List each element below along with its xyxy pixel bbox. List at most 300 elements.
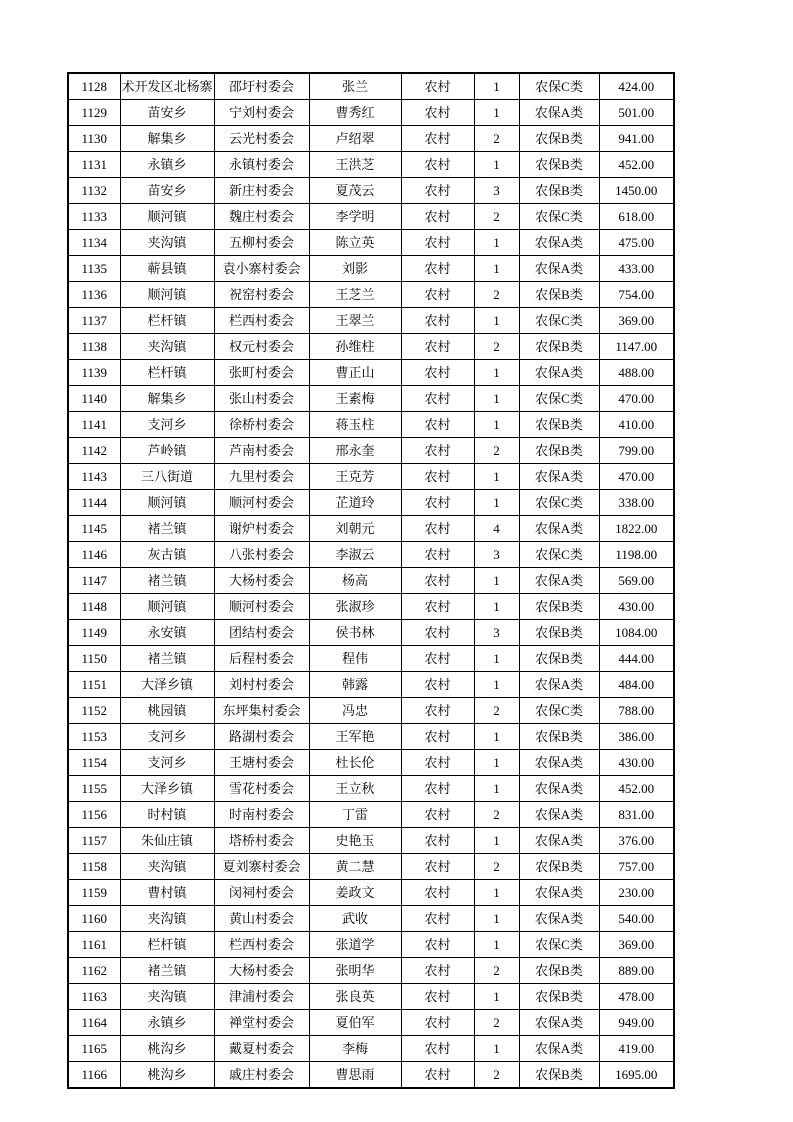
cell-person-name: 卢绍翠 [309, 126, 401, 152]
cell-residence-type: 农村 [401, 1010, 474, 1036]
cell-amount: 754.00 [599, 282, 674, 308]
cell-count: 2 [474, 334, 519, 360]
cell-residence-type: 农村 [401, 256, 474, 282]
cell-person-name: 王军艳 [309, 724, 401, 750]
cell-count: 2 [474, 698, 519, 724]
table-row [68, 776, 674, 802]
cell-row-id: 1166 [68, 1062, 120, 1089]
cell-count: 1 [474, 594, 519, 620]
cell-residence-type: 农村 [401, 620, 474, 646]
cell-township: 褚兰镇 [120, 646, 214, 672]
cell-row-id: 1151 [68, 672, 120, 698]
cell-township: 顺河镇 [120, 490, 214, 516]
cell-person-name: 韩露 [309, 672, 401, 698]
cell-insurance-category: 农保C类 [519, 542, 599, 568]
cell-count: 1 [474, 776, 519, 802]
table-row [68, 672, 674, 698]
cell-amount: 433.00 [599, 256, 674, 282]
cell-residence-type: 农村 [401, 1062, 474, 1089]
table-row [68, 802, 674, 828]
cell-insurance-category: 农保B类 [519, 646, 599, 672]
cell-row-id: 1160 [68, 906, 120, 932]
cell-person-name: 李学明 [309, 204, 401, 230]
cell-village-committee: 祝窑村委会 [214, 282, 309, 308]
cell-insurance-category: 农保A类 [519, 568, 599, 594]
table-row [68, 178, 674, 204]
cell-count: 2 [474, 282, 519, 308]
cell-insurance-category: 农保C类 [519, 490, 599, 516]
cell-residence-type: 农村 [401, 932, 474, 958]
cell-insurance-category: 农保A类 [519, 464, 599, 490]
cell-residence-type: 农村 [401, 828, 474, 854]
cell-residence-type: 农村 [401, 308, 474, 334]
cell-insurance-category: 农保B类 [519, 152, 599, 178]
table-row [68, 1062, 674, 1089]
cell-person-name: 张淑珍 [309, 594, 401, 620]
cell-residence-type: 农村 [401, 594, 474, 620]
cell-residence-type: 农村 [401, 568, 474, 594]
cell-row-id: 1164 [68, 1010, 120, 1036]
table-row [68, 854, 674, 880]
cell-row-id: 1152 [68, 698, 120, 724]
cell-insurance-category: 农保B类 [519, 178, 599, 204]
cell-residence-type: 农村 [401, 854, 474, 880]
cell-count: 1 [474, 490, 519, 516]
insurance-roster-table [67, 72, 675, 1089]
cell-amount: 376.00 [599, 828, 674, 854]
cell-row-id: 1146 [68, 542, 120, 568]
cell-amount: 501.00 [599, 100, 674, 126]
cell-amount: 430.00 [599, 594, 674, 620]
cell-township: 顺河镇 [120, 594, 214, 620]
cell-count: 3 [474, 542, 519, 568]
cell-township: 永镇乡 [120, 152, 214, 178]
cell-count: 2 [474, 1062, 519, 1089]
cell-row-id: 1129 [68, 100, 120, 126]
cell-village-committee: 芦南村委会 [214, 438, 309, 464]
cell-residence-type: 农村 [401, 646, 474, 672]
cell-village-committee: 云光村委会 [214, 126, 309, 152]
cell-township: 栏杆镇 [120, 932, 214, 958]
table-row [68, 282, 674, 308]
table-row [68, 516, 674, 542]
cell-insurance-category: 农保C类 [519, 204, 599, 230]
cell-row-id: 1143 [68, 464, 120, 490]
cell-residence-type: 农村 [401, 152, 474, 178]
cell-row-id: 1130 [68, 126, 120, 152]
cell-count: 1 [474, 984, 519, 1010]
cell-village-committee: 八张村委会 [214, 542, 309, 568]
cell-residence-type: 农村 [401, 958, 474, 984]
cell-person-name: 夏茂云 [309, 178, 401, 204]
cell-amount: 569.00 [599, 568, 674, 594]
cell-residence-type: 农村 [401, 230, 474, 256]
cell-township: 灰古镇 [120, 542, 214, 568]
cell-village-committee: 宁刘村委会 [214, 100, 309, 126]
cell-count: 3 [474, 178, 519, 204]
cell-count: 1 [474, 750, 519, 776]
cell-village-committee: 塔桥村委会 [214, 828, 309, 854]
cell-count: 1 [474, 646, 519, 672]
cell-residence-type: 农村 [401, 906, 474, 932]
cell-row-id: 1140 [68, 386, 120, 412]
cell-village-committee: 魏庄村委会 [214, 204, 309, 230]
cell-count: 1 [474, 73, 519, 100]
cell-township: 顺河镇 [120, 282, 214, 308]
cell-amount: 452.00 [599, 776, 674, 802]
table-row [68, 386, 674, 412]
cell-person-name: 邢永奎 [309, 438, 401, 464]
cell-amount: 470.00 [599, 464, 674, 490]
cell-count: 1 [474, 100, 519, 126]
cell-village-committee: 东坪集村委会 [214, 698, 309, 724]
cell-amount: 369.00 [599, 308, 674, 334]
cell-residence-type: 农村 [401, 880, 474, 906]
cell-amount: 1147.00 [599, 334, 674, 360]
table-row [68, 152, 674, 178]
cell-township: 大泽乡镇 [120, 776, 214, 802]
cell-village-committee: 邵圩村委会 [214, 73, 309, 100]
cell-village-committee: 戚庄村委会 [214, 1062, 309, 1089]
cell-township: 顺河镇 [120, 204, 214, 230]
cell-amount: 338.00 [599, 490, 674, 516]
table-row [68, 646, 674, 672]
cell-township: 永安镇 [120, 620, 214, 646]
cell-township: 解集乡 [120, 386, 214, 412]
cell-amount: 1822.00 [599, 516, 674, 542]
cell-amount: 949.00 [599, 1010, 674, 1036]
cell-insurance-category: 农保B类 [519, 1062, 599, 1089]
cell-insurance-category: 农保A类 [519, 516, 599, 542]
table-row [68, 1036, 674, 1062]
cell-township: 蕲县镇 [120, 256, 214, 282]
cell-person-name: 曹秀红 [309, 100, 401, 126]
cell-village-committee: 王塘村委会 [214, 750, 309, 776]
cell-village-committee: 闵祠村委会 [214, 880, 309, 906]
cell-person-name: 王芝兰 [309, 282, 401, 308]
cell-amount: 788.00 [599, 698, 674, 724]
cell-person-name: 王素梅 [309, 386, 401, 412]
cell-count: 2 [474, 802, 519, 828]
cell-village-committee: 黄山村委会 [214, 906, 309, 932]
cell-row-id: 1155 [68, 776, 120, 802]
cell-row-id: 1138 [68, 334, 120, 360]
table-row [68, 334, 674, 360]
table-row [68, 100, 674, 126]
cell-person-name: 刘朝元 [309, 516, 401, 542]
cell-residence-type: 农村 [401, 412, 474, 438]
cell-insurance-category: 农保C类 [519, 932, 599, 958]
cell-township: 三八街道 [120, 464, 214, 490]
cell-person-name: 张兰 [309, 73, 401, 100]
cell-row-id: 1158 [68, 854, 120, 880]
cell-residence-type: 农村 [401, 73, 474, 100]
cell-residence-type: 农村 [401, 464, 474, 490]
table-row [68, 438, 674, 464]
cell-amount: 1450.00 [599, 178, 674, 204]
cell-row-id: 1162 [68, 958, 120, 984]
cell-person-name: 李淑云 [309, 542, 401, 568]
cell-insurance-category: 农保A类 [519, 100, 599, 126]
cell-insurance-category: 农保B类 [519, 958, 599, 984]
cell-village-committee: 新庄村委会 [214, 178, 309, 204]
table-row [68, 126, 674, 152]
table-row [68, 724, 674, 750]
cell-insurance-category: 农保B类 [519, 126, 599, 152]
cell-row-id: 1159 [68, 880, 120, 906]
table-row [68, 308, 674, 334]
cell-amount: 484.00 [599, 672, 674, 698]
cell-person-name: 张明华 [309, 958, 401, 984]
cell-amount: 540.00 [599, 906, 674, 932]
cell-count: 1 [474, 308, 519, 334]
table-row [68, 204, 674, 230]
cell-village-committee: 永镇村委会 [214, 152, 309, 178]
cell-insurance-category: 农保A类 [519, 828, 599, 854]
cell-person-name: 黄二慧 [309, 854, 401, 880]
cell-township: 褚兰镇 [120, 568, 214, 594]
cell-residence-type: 农村 [401, 386, 474, 412]
cell-count: 1 [474, 906, 519, 932]
table-row [68, 568, 674, 594]
cell-amount: 470.00 [599, 386, 674, 412]
cell-township: 芦岭镇 [120, 438, 214, 464]
cell-amount: 452.00 [599, 152, 674, 178]
cell-amount: 444.00 [599, 646, 674, 672]
table-row [68, 906, 674, 932]
cell-count: 1 [474, 932, 519, 958]
cell-amount: 757.00 [599, 854, 674, 880]
cell-amount: 1198.00 [599, 542, 674, 568]
cell-person-name: 夏伯军 [309, 1010, 401, 1036]
cell-residence-type: 农村 [401, 360, 474, 386]
cell-person-name: 李梅 [309, 1036, 401, 1062]
cell-count: 2 [474, 126, 519, 152]
cell-village-committee: 张山村委会 [214, 386, 309, 412]
cell-residence-type: 农村 [401, 516, 474, 542]
cell-count: 1 [474, 724, 519, 750]
table-row [68, 880, 674, 906]
cell-residence-type: 农村 [401, 724, 474, 750]
cell-count: 2 [474, 854, 519, 880]
cell-village-committee: 时南村委会 [214, 802, 309, 828]
cell-count: 1 [474, 256, 519, 282]
cell-residence-type: 农村 [401, 750, 474, 776]
cell-amount: 1695.00 [599, 1062, 674, 1089]
cell-residence-type: 农村 [401, 438, 474, 464]
cell-township: 大泽乡镇 [120, 672, 214, 698]
cell-amount: 889.00 [599, 958, 674, 984]
cell-residence-type: 农村 [401, 178, 474, 204]
cell-village-committee: 大杨村委会 [214, 568, 309, 594]
cell-township: 夹沟镇 [120, 230, 214, 256]
cell-amount: 488.00 [599, 360, 674, 386]
table-row [68, 932, 674, 958]
cell-amount: 475.00 [599, 230, 674, 256]
cell-row-id: 1145 [68, 516, 120, 542]
cell-amount: 799.00 [599, 438, 674, 464]
cell-count: 1 [474, 412, 519, 438]
cell-insurance-category: 农保B类 [519, 984, 599, 1010]
cell-village-committee: 栏西村委会 [214, 932, 309, 958]
cell-row-id: 1150 [68, 646, 120, 672]
table-row [68, 490, 674, 516]
cell-count: 3 [474, 620, 519, 646]
table-row [68, 958, 674, 984]
cell-person-name: 刘影 [309, 256, 401, 282]
cell-row-id: 1147 [68, 568, 120, 594]
cell-township: 曹村镇 [120, 880, 214, 906]
cell-residence-type: 农村 [401, 490, 474, 516]
cell-village-committee: 张町村委会 [214, 360, 309, 386]
table-row [68, 230, 674, 256]
cell-person-name: 杜长伦 [309, 750, 401, 776]
cell-insurance-category: 农保C类 [519, 73, 599, 100]
cell-residence-type: 农村 [401, 100, 474, 126]
table-row [68, 984, 674, 1010]
cell-insurance-category: 农保A类 [519, 360, 599, 386]
cell-village-committee: 大杨村委会 [214, 958, 309, 984]
cell-township: 桃沟乡 [120, 1036, 214, 1062]
cell-residence-type: 农村 [401, 1036, 474, 1062]
cell-residence-type: 农村 [401, 698, 474, 724]
cell-person-name: 程伟 [309, 646, 401, 672]
cell-person-name: 王洪芝 [309, 152, 401, 178]
cell-count: 2 [474, 204, 519, 230]
cell-row-id: 1142 [68, 438, 120, 464]
cell-person-name: 杨高 [309, 568, 401, 594]
cell-village-committee: 栏西村委会 [214, 308, 309, 334]
cell-count: 1 [474, 386, 519, 412]
cell-person-name: 张道学 [309, 932, 401, 958]
table-row [68, 828, 674, 854]
cell-township: 夹沟镇 [120, 334, 214, 360]
cell-township: 褚兰镇 [120, 516, 214, 542]
cell-residence-type: 农村 [401, 282, 474, 308]
cell-person-name: 史艳玉 [309, 828, 401, 854]
cell-village-committee: 团结村委会 [214, 620, 309, 646]
table-row [68, 412, 674, 438]
cell-row-id: 1149 [68, 620, 120, 646]
cell-amount: 386.00 [599, 724, 674, 750]
cell-village-committee: 袁小寨村委会 [214, 256, 309, 282]
table-row [68, 1010, 674, 1036]
cell-township: 桃园镇 [120, 698, 214, 724]
cell-row-id: 1134 [68, 230, 120, 256]
table-row [68, 360, 674, 386]
cell-village-committee: 禅堂村委会 [214, 1010, 309, 1036]
cell-residence-type: 农村 [401, 984, 474, 1010]
cell-count: 2 [474, 438, 519, 464]
cell-row-id: 1135 [68, 256, 120, 282]
cell-row-id: 1163 [68, 984, 120, 1010]
table-row [68, 464, 674, 490]
table-row [68, 73, 674, 100]
cell-insurance-category: 农保B类 [519, 412, 599, 438]
cell-row-id: 1139 [68, 360, 120, 386]
cell-row-id: 1148 [68, 594, 120, 620]
cell-residence-type: 农村 [401, 776, 474, 802]
cell-person-name: 曹思雨 [309, 1062, 401, 1089]
cell-village-committee: 戴夏村委会 [214, 1036, 309, 1062]
cell-count: 1 [474, 828, 519, 854]
cell-insurance-category: 农保A类 [519, 230, 599, 256]
cell-insurance-category: 农保C类 [519, 308, 599, 334]
cell-amount: 424.00 [599, 73, 674, 100]
cell-insurance-category: 农保B类 [519, 438, 599, 464]
cell-insurance-category: 农保A类 [519, 802, 599, 828]
cell-insurance-category: 农保A类 [519, 750, 599, 776]
cell-village-committee: 顺河村委会 [214, 594, 309, 620]
cell-village-committee: 五柳村委会 [214, 230, 309, 256]
cell-person-name: 姜政文 [309, 880, 401, 906]
cell-village-committee: 后程村委会 [214, 646, 309, 672]
cell-person-name: 丁雷 [309, 802, 401, 828]
cell-township: 支河乡 [120, 412, 214, 438]
cell-insurance-category: 农保A类 [519, 906, 599, 932]
cell-amount: 410.00 [599, 412, 674, 438]
table-row [68, 750, 674, 776]
cell-insurance-category: 农保A类 [519, 776, 599, 802]
cell-person-name: 芷道玲 [309, 490, 401, 516]
cell-row-id: 1132 [68, 178, 120, 204]
cell-insurance-category: 农保B类 [519, 334, 599, 360]
cell-row-id: 1131 [68, 152, 120, 178]
cell-insurance-category: 农保A类 [519, 880, 599, 906]
cell-township: 支河乡 [120, 750, 214, 776]
cell-township: 褚兰镇 [120, 958, 214, 984]
cell-insurance-category: 农保A类 [519, 1010, 599, 1036]
cell-village-committee: 刘村村委会 [214, 672, 309, 698]
cell-row-id: 1165 [68, 1036, 120, 1062]
cell-residence-type: 农村 [401, 204, 474, 230]
table-row [68, 698, 674, 724]
cell-township: 苗安乡 [120, 178, 214, 204]
cell-amount: 618.00 [599, 204, 674, 230]
cell-village-committee: 谢炉村委会 [214, 516, 309, 542]
cell-row-id: 1144 [68, 490, 120, 516]
cell-person-name: 陈立英 [309, 230, 401, 256]
cell-count: 1 [474, 880, 519, 906]
cell-person-name: 张良英 [309, 984, 401, 1010]
cell-row-id: 1156 [68, 802, 120, 828]
cell-village-committee: 雪花村委会 [214, 776, 309, 802]
cell-insurance-category: 农保B类 [519, 724, 599, 750]
cell-township: 桃沟乡 [120, 1062, 214, 1089]
cell-insurance-category: 农保B类 [519, 854, 599, 880]
cell-row-id: 1154 [68, 750, 120, 776]
cell-township: 栏杆镇 [120, 308, 214, 334]
cell-township: 术开发区北杨寨 [120, 73, 214, 100]
cell-amount: 230.00 [599, 880, 674, 906]
cell-insurance-category: 农保B类 [519, 282, 599, 308]
cell-village-committee: 路湖村委会 [214, 724, 309, 750]
cell-person-name: 王克芳 [309, 464, 401, 490]
cell-row-id: 1136 [68, 282, 120, 308]
cell-count: 4 [474, 516, 519, 542]
cell-village-committee: 津浦村委会 [214, 984, 309, 1010]
cell-village-committee: 徐桥村委会 [214, 412, 309, 438]
cell-count: 1 [474, 1036, 519, 1062]
cell-residence-type: 农村 [401, 802, 474, 828]
cell-count: 1 [474, 360, 519, 386]
cell-insurance-category: 农保B类 [519, 620, 599, 646]
cell-village-committee: 权元村委会 [214, 334, 309, 360]
cell-person-name: 武收 [309, 906, 401, 932]
cell-insurance-category: 农保A类 [519, 256, 599, 282]
cell-person-name: 王立秋 [309, 776, 401, 802]
cell-township: 夹沟镇 [120, 854, 214, 880]
